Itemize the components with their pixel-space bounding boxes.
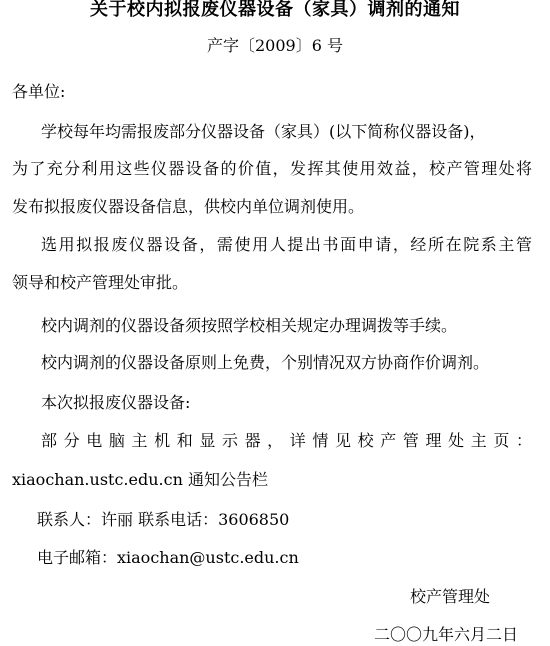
salutation: 各单位: [12, 82, 66, 101]
contact-email: 电子邮箱：xiaochan@ustc.edu.cn [37, 548, 299, 567]
paragraph-6-line-1: 部分电脑主机和显示器，详情见校产管理处主页： [41, 431, 532, 450]
paragraph-1-line-1: 学校每年均需报废部分仪器设备（家具）(以下简称仪器设备)， [41, 122, 486, 141]
paragraph-3: 校内调剂的仪器设备须按照学校相关规定办理调拨等手续。 [41, 316, 458, 335]
paragraph-6-line-2: xiaochan.ustc.edu.cn 通知公告栏 [12, 470, 268, 489]
signature-date: 二〇〇九年六月二日 [374, 625, 519, 644]
contact-person-phone: 联系人：许丽 联系电话：3606850 [37, 510, 290, 529]
paragraph-1-line-2: 为了充分利用这些仪器设备的价值，发挥其使用效益，校产管理处将 [12, 159, 532, 178]
paragraph-1-line-3: 发布拟报废仪器设备信息，供校内单位调剂使用。 [12, 197, 365, 216]
paragraph-2-line-2: 领导和校产管理处审批。 [12, 273, 189, 292]
paragraph-2-line-1: 选用拟报废仪器设备，需使用人提出书面申请，经所在院系主管 [41, 235, 532, 254]
paragraph-4: 校内调剂的仪器设备原则上免费，个别情况双方协商作价调剂。 [41, 353, 490, 372]
document-number: 产字〔2009〕6 号 [207, 36, 343, 55]
page-title: 关于校内拟报废仪器设备（家具）调剂的通知 [90, 0, 460, 20]
signature-department: 校产管理处 [410, 587, 491, 606]
paragraph-5: 本次拟报废仪器设备: [41, 393, 191, 412]
